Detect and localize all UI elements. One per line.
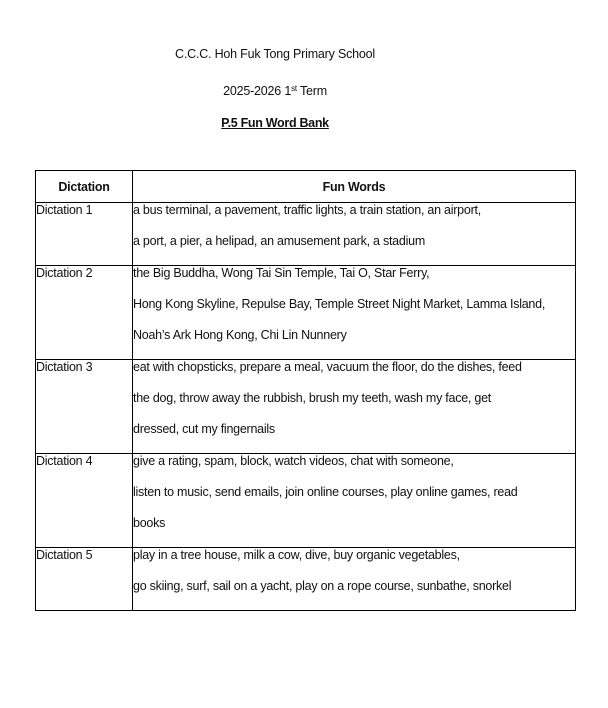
column-header-fun-words: Fun Words xyxy=(133,171,576,203)
fun-words-cell xyxy=(133,548,576,611)
word-line: a bus terminal, a pavement, traffic lights, a train station, an airport, xyxy=(133,203,481,217)
fun-words-cell xyxy=(133,454,576,548)
word-line: go skiing, surf, sail on a yacht, play on a rope course, sunbathe, snorkel xyxy=(133,579,512,593)
word-line: dressed, cut my fingernails xyxy=(133,422,275,436)
word-line: Noah’s Ark Hong Kong, Chi Lin Nunnery xyxy=(133,328,347,342)
word-line: listen to music, send emails, join online courses, play online games, read xyxy=(133,485,518,499)
dictation-cell: Dictation 2 xyxy=(36,266,133,360)
word-line: Hong Kong Skyline, Repulse Bay, Temple Street Night Market, Lamma Island, xyxy=(133,297,546,311)
word-line: eat with chopsticks, prepare a meal, vacuum the floor, do the dishes, feed xyxy=(133,360,522,374)
school-name: C.C.C. Hoh Fuk Tong Primary School xyxy=(175,47,375,61)
word-bank-table xyxy=(35,170,576,611)
fun-words-cell xyxy=(133,360,576,454)
dictation-cell: Dictation 4 xyxy=(36,454,133,548)
table-header-row xyxy=(36,171,576,203)
document-title: P.5 Fun Word Bank xyxy=(221,116,329,130)
word-line: the dog, throw away the rubbish, brush my teeth, wash my face, get xyxy=(133,391,491,405)
word-line: give a rating, spam, block, watch videos, chat with someone, xyxy=(133,454,454,468)
term-heading xyxy=(0,84,550,98)
term-ordinal-suffix: st xyxy=(291,84,297,93)
dictation-cell: Dictation 5 xyxy=(36,548,133,611)
fun-words-cell xyxy=(133,266,576,360)
term-suffix: Term xyxy=(296,84,327,98)
word-line: the Big Buddha, Wong Tai Sin Temple, Tai O, Star Ferry, xyxy=(133,266,430,280)
table-row xyxy=(36,203,576,266)
fun-words-cell xyxy=(133,203,576,266)
word-line: play in a tree house, milk a cow, dive, buy organic vegetables, xyxy=(133,548,460,562)
dictation-cell: Dictation 1 xyxy=(36,203,133,266)
word-line: a port, a pier, a helipad, an amusement park, a stadium xyxy=(133,234,425,248)
column-header-dictation: Dictation xyxy=(36,171,133,203)
table-row xyxy=(36,454,576,548)
term-prefix: 2025-2026 1 xyxy=(223,84,292,98)
table-row xyxy=(36,266,576,360)
dictation-cell: Dictation 3 xyxy=(36,360,133,454)
word-line: books xyxy=(133,516,166,530)
table-row xyxy=(36,548,576,611)
table-row xyxy=(36,360,576,454)
